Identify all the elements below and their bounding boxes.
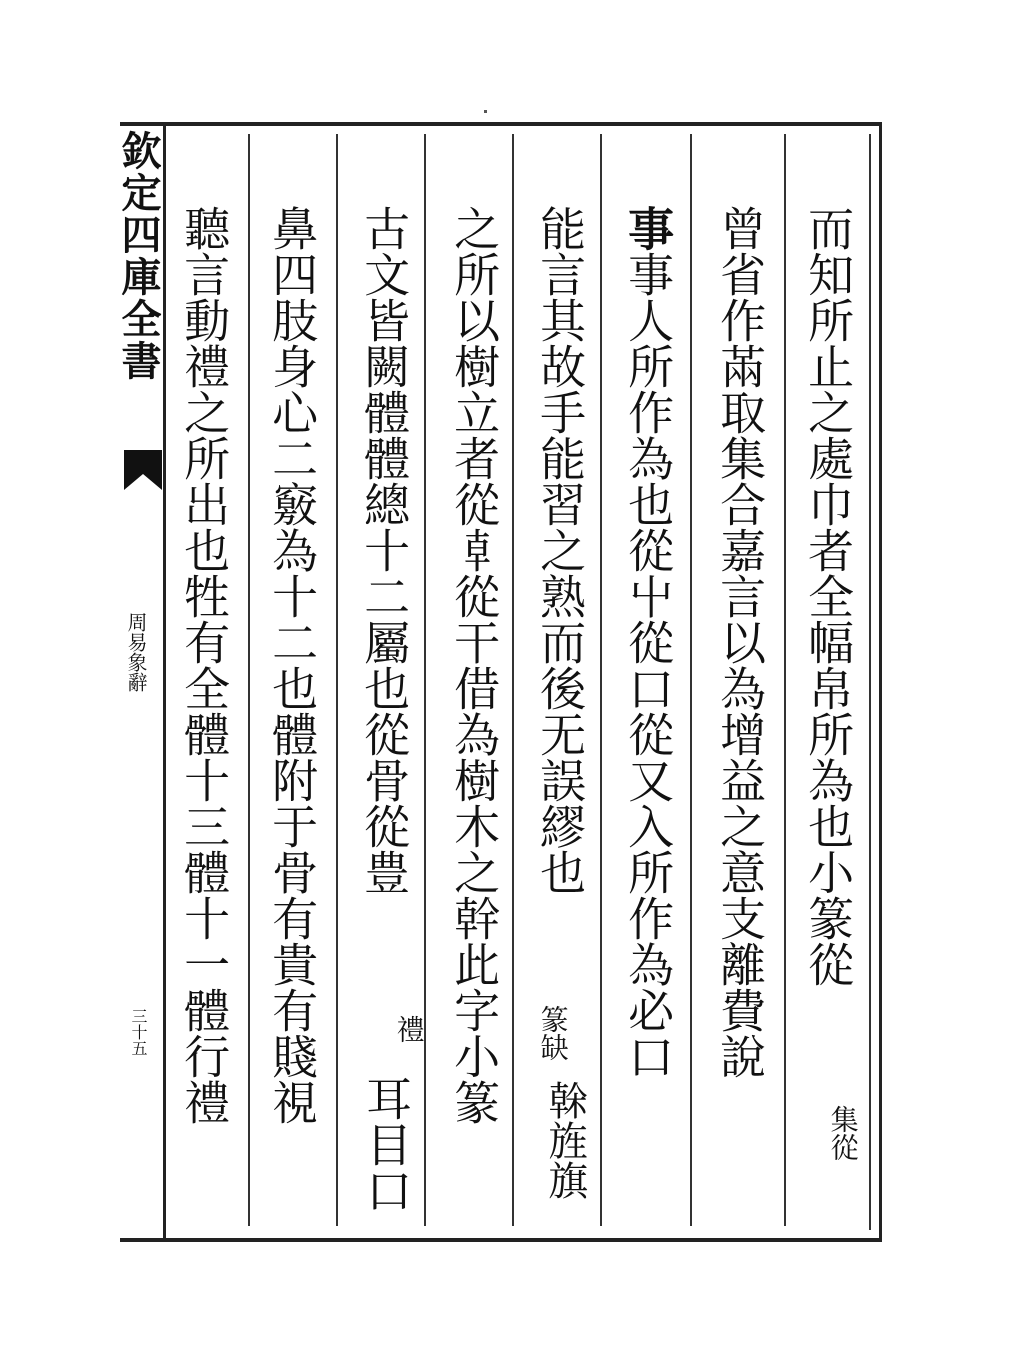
column-divider bbox=[424, 134, 426, 1226]
seal-glyph: 體 bbox=[357, 389, 412, 435]
text-column-2 bbox=[712, 205, 768, 1079]
book-title: 周易象辭 bbox=[124, 612, 148, 692]
column-text: 曾省作 bbox=[713, 205, 768, 343]
column-text: 體總十二屬也從骨從豊 bbox=[357, 435, 412, 895]
column-divider bbox=[248, 134, 250, 1226]
text-column-1 bbox=[800, 205, 856, 987]
column-text: 事人所作為也從屮從口從又入所作為必口 bbox=[621, 251, 676, 1079]
column-divider bbox=[336, 134, 338, 1226]
column-text: 能言其故手能習之熟而後无誤繆也 bbox=[533, 205, 588, 895]
column-tail: 耳目口 bbox=[359, 1075, 414, 1213]
column-tail: 榦旌旗 bbox=[541, 1080, 588, 1200]
column-divider bbox=[600, 134, 602, 1226]
column-text: 之所以樹立者從𠦝從干借為樹木之幹此字小篆 bbox=[447, 205, 502, 1125]
text-column-4 bbox=[532, 205, 588, 895]
column-text: 鼻四肢身心二竅為十二也體附于骨有貴有賤視 bbox=[265, 205, 320, 1125]
column-divider bbox=[690, 134, 692, 1226]
inner-right-rule bbox=[869, 134, 871, 1230]
column-divider bbox=[784, 134, 786, 1226]
column-text: 古文皆闕 bbox=[357, 205, 412, 389]
column-text: 聽言動禮之所出也牲有全體十三體十一體行禮 bbox=[177, 205, 232, 1125]
collection-title: 欽定四庫全書 bbox=[115, 130, 162, 382]
seal-glyph: 㒼 bbox=[713, 343, 768, 389]
text-column-5 bbox=[446, 205, 502, 1125]
column-text: 而知所止之處巾者全幅帛所為也小篆從 bbox=[801, 205, 856, 987]
text-column-8 bbox=[176, 205, 232, 1125]
column-divider bbox=[512, 134, 514, 1226]
text-column-7 bbox=[264, 205, 320, 1125]
page-number: 三十五 bbox=[129, 1008, 148, 1056]
column-note: 篆缺 bbox=[536, 1005, 570, 1061]
seal-glyph: 事 bbox=[621, 205, 676, 251]
column-text: 取集合嘉言以為增益之意支離費說 bbox=[713, 389, 768, 1079]
ink-dot bbox=[484, 110, 487, 113]
text-column-3 bbox=[620, 205, 676, 1079]
column-note: 集從 bbox=[826, 1105, 860, 1161]
text-column-6 bbox=[356, 205, 412, 895]
column-note: 禮 bbox=[392, 1015, 426, 1043]
